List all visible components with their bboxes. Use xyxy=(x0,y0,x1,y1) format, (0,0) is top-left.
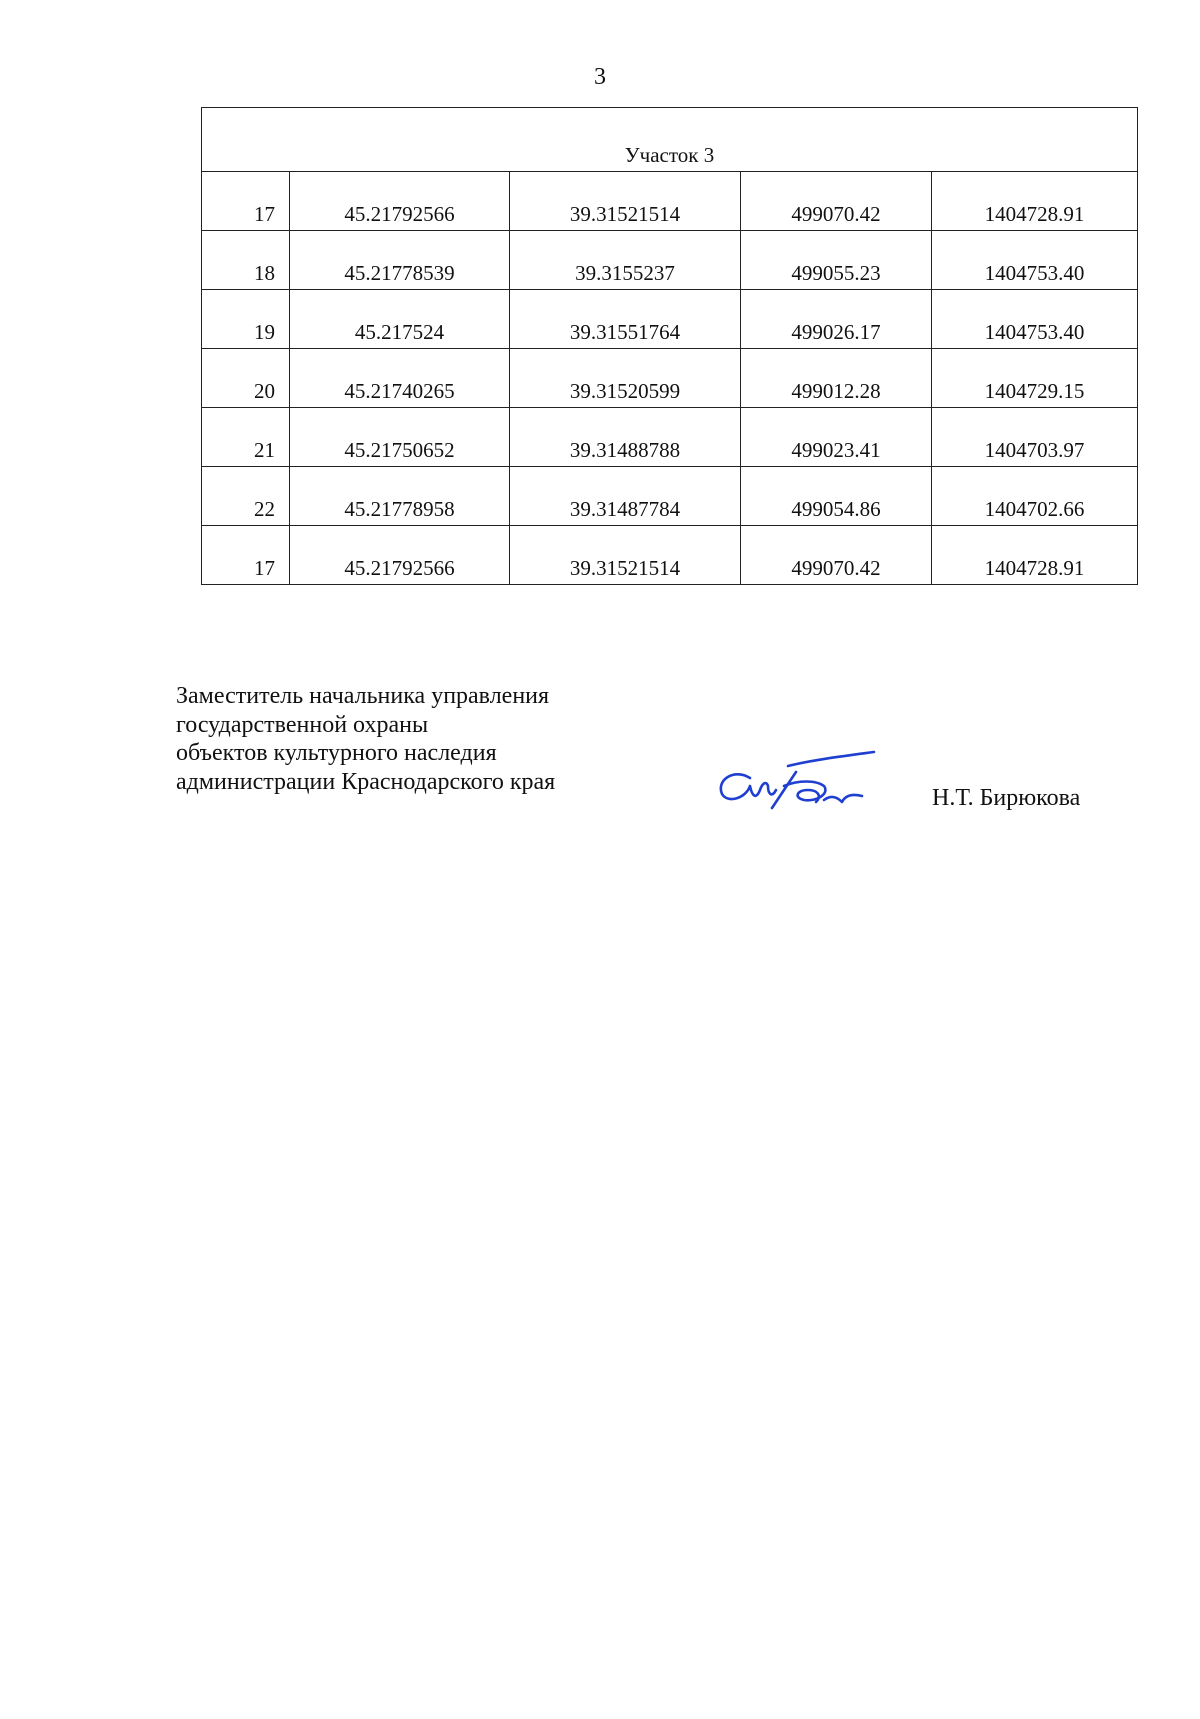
page-number: 3 xyxy=(594,64,606,90)
section-title: Участок 3 xyxy=(202,108,1138,172)
position-line: объектов культурного наследия xyxy=(176,740,497,766)
latitude-cell: 45.21792566 xyxy=(290,172,510,231)
x-coordinate-cell: 499070.42 xyxy=(741,172,932,231)
x-coordinate-cell: 499070.42 xyxy=(741,526,932,585)
table-row xyxy=(202,231,1138,290)
table-row xyxy=(202,467,1138,526)
longitude-cell: 39.31520599 xyxy=(510,349,741,408)
latitude-cell: 45.21778958 xyxy=(290,467,510,526)
handwritten-signature xyxy=(712,750,882,822)
latitude-cell: 45.21740265 xyxy=(290,349,510,408)
point-number: 21 xyxy=(202,408,290,467)
point-number: 22 xyxy=(202,467,290,526)
latitude-cell: 45.21750652 xyxy=(290,408,510,467)
y-coordinate-cell: 1404729.15 xyxy=(932,349,1138,408)
point-number: 19 xyxy=(202,290,290,349)
latitude-cell: 45.217524 xyxy=(290,290,510,349)
table-row xyxy=(202,290,1138,349)
x-coordinate-cell: 499055.23 xyxy=(741,231,932,290)
y-coordinate-cell: 1404703.97 xyxy=(932,408,1138,467)
x-coordinate-cell: 499026.17 xyxy=(741,290,932,349)
x-coordinate-cell: 499054.86 xyxy=(741,467,932,526)
longitude-cell: 39.31521514 xyxy=(510,172,741,231)
x-coordinate-cell: 499023.41 xyxy=(741,408,932,467)
position-line: государственной охраны xyxy=(176,711,429,738)
longitude-cell: 39.31487784 xyxy=(510,467,741,526)
section-header-row xyxy=(202,108,1138,172)
signatory-position xyxy=(176,682,555,796)
longitude-cell: 39.31551764 xyxy=(510,290,741,349)
longitude-cell: 39.31521514 xyxy=(510,526,741,585)
coordinates-table xyxy=(201,107,1138,585)
position-line: Заместитель начальника управления xyxy=(176,683,550,709)
x-coordinate-cell: 499012.28 xyxy=(741,349,932,408)
latitude-cell: 45.21778539 xyxy=(290,231,510,290)
y-coordinate-cell: 1404753.40 xyxy=(932,290,1138,349)
point-number: 17 xyxy=(202,526,290,585)
longitude-cell: 39.31488788 xyxy=(510,408,741,467)
table-row xyxy=(202,349,1138,408)
longitude-cell: 39.3155237 xyxy=(510,231,741,290)
y-coordinate-cell: 1404702.66 xyxy=(932,467,1138,526)
point-number: 20 xyxy=(202,349,290,408)
point-number: 18 xyxy=(202,231,290,290)
latitude-cell: 45.21792566 xyxy=(290,526,510,585)
position-line: администрации Краснодарского края xyxy=(176,768,556,795)
table-row xyxy=(202,172,1138,231)
y-coordinate-cell: 1404728.91 xyxy=(932,526,1138,585)
table-row xyxy=(202,408,1138,467)
table-row xyxy=(202,526,1138,585)
y-coordinate-cell: 1404728.91 xyxy=(932,172,1138,231)
point-number: 17 xyxy=(202,172,290,231)
signer-name: Н.Т. Бирюкова xyxy=(932,785,1081,811)
y-coordinate-cell: 1404753.40 xyxy=(932,231,1138,290)
